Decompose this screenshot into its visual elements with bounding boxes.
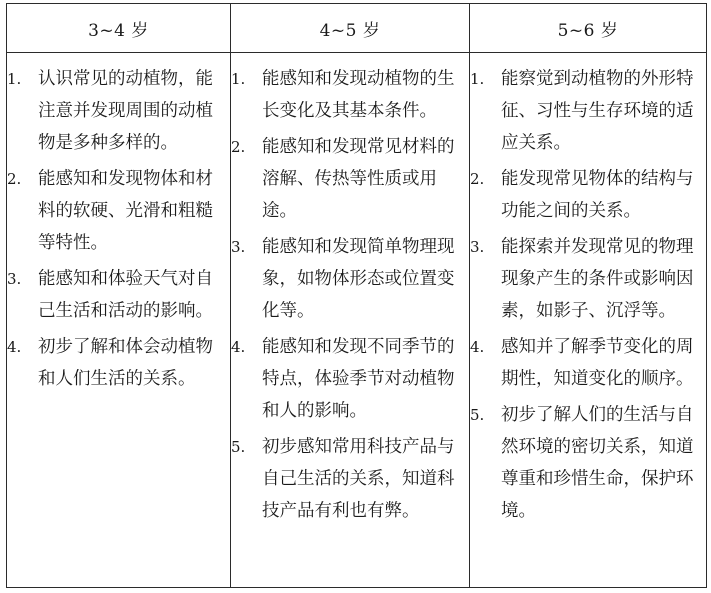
- list-item: [231, 231, 469, 327]
- item-number: 2.: [470, 170, 485, 188]
- goal-list-age-5-6: [470, 63, 706, 527]
- item-text: 能发现常见物体的结构与功能之间的关系。: [501, 169, 694, 221]
- item-number: 5.: [231, 438, 246, 456]
- list-item: [470, 163, 706, 227]
- list-item: [231, 431, 469, 527]
- item-number: 2.: [231, 138, 246, 156]
- header-age-3-4: 3~4 岁: [7, 4, 231, 53]
- header-age-4-5: 4~5 岁: [231, 4, 470, 53]
- item-number: 1.: [7, 70, 22, 88]
- science-goals-table: [6, 3, 707, 588]
- item-number: 4.: [470, 338, 485, 356]
- item-text: 初步了解人们的生活与自然环境的密切关系，知道尊重和珍惜生命，保护环境。: [501, 405, 694, 521]
- item-number: 3.: [7, 270, 22, 288]
- item-number: 3.: [231, 238, 246, 256]
- item-number: 1.: [470, 70, 485, 88]
- list-item: [7, 263, 230, 327]
- item-text: 能感知和发现简单物理现象，如物体形态或位置变化等。: [262, 237, 455, 321]
- list-item: [231, 331, 469, 427]
- item-text: 能感知和体验天气对自己生活和活动的影响。: [38, 269, 213, 321]
- list-item: [231, 131, 469, 227]
- list-item: [470, 231, 706, 327]
- item-text: 能探索并发现常见的物理现象产生的条件或影响因素，如影子、沉浮等。: [501, 237, 694, 321]
- content-row: [7, 53, 707, 588]
- list-item: [470, 63, 706, 159]
- item-number: 1.: [231, 70, 246, 88]
- list-item: [231, 63, 469, 127]
- item-number: 2.: [7, 170, 22, 188]
- item-text: 能感知和发现常见材料的溶解、传热等性质或用途。: [262, 137, 455, 221]
- item-number: 4.: [7, 338, 22, 356]
- header-age-5-6: 5~6 岁: [470, 4, 707, 53]
- header-row: [7, 4, 707, 53]
- item-text: 能感知和发现动植物的生长变化及其基本条件。: [262, 69, 455, 121]
- cell-age-5-6: [470, 53, 707, 588]
- list-item: [7, 63, 230, 159]
- goal-list-age-4-5: [231, 63, 469, 527]
- list-item: [7, 163, 230, 259]
- goal-list-age-3-4: [7, 63, 230, 395]
- item-number: 4.: [231, 338, 246, 356]
- item-number: 5.: [470, 406, 485, 424]
- cell-age-3-4: [7, 53, 231, 588]
- item-text: 初步了解和体会动植物和人们生活的关系。: [38, 337, 213, 389]
- cell-age-4-5: [231, 53, 470, 588]
- item-text: 能感知和发现物体和材料的软硬、光滑和粗糙等特性。: [38, 169, 213, 253]
- list-item: [470, 331, 706, 395]
- item-text: 能察觉到动植物的外形特征、习性与生存环境的适应关系。: [501, 69, 694, 153]
- item-text: 认识常见的动植物，能注意并发现周围的动植物是多种多样的。: [38, 69, 213, 153]
- list-item: [470, 399, 706, 527]
- list-item: [7, 331, 230, 395]
- item-number: 3.: [470, 238, 485, 256]
- item-text: 初步感知常用科技产品与自己生活的关系，知道科技产品有利也有弊。: [262, 437, 455, 521]
- item-text: 能感知和发现不同季节的特点，体验季节对动植物和人的影响。: [262, 337, 455, 421]
- item-text: 感知并了解季节变化的周期性，知道变化的顺序。: [501, 337, 694, 389]
